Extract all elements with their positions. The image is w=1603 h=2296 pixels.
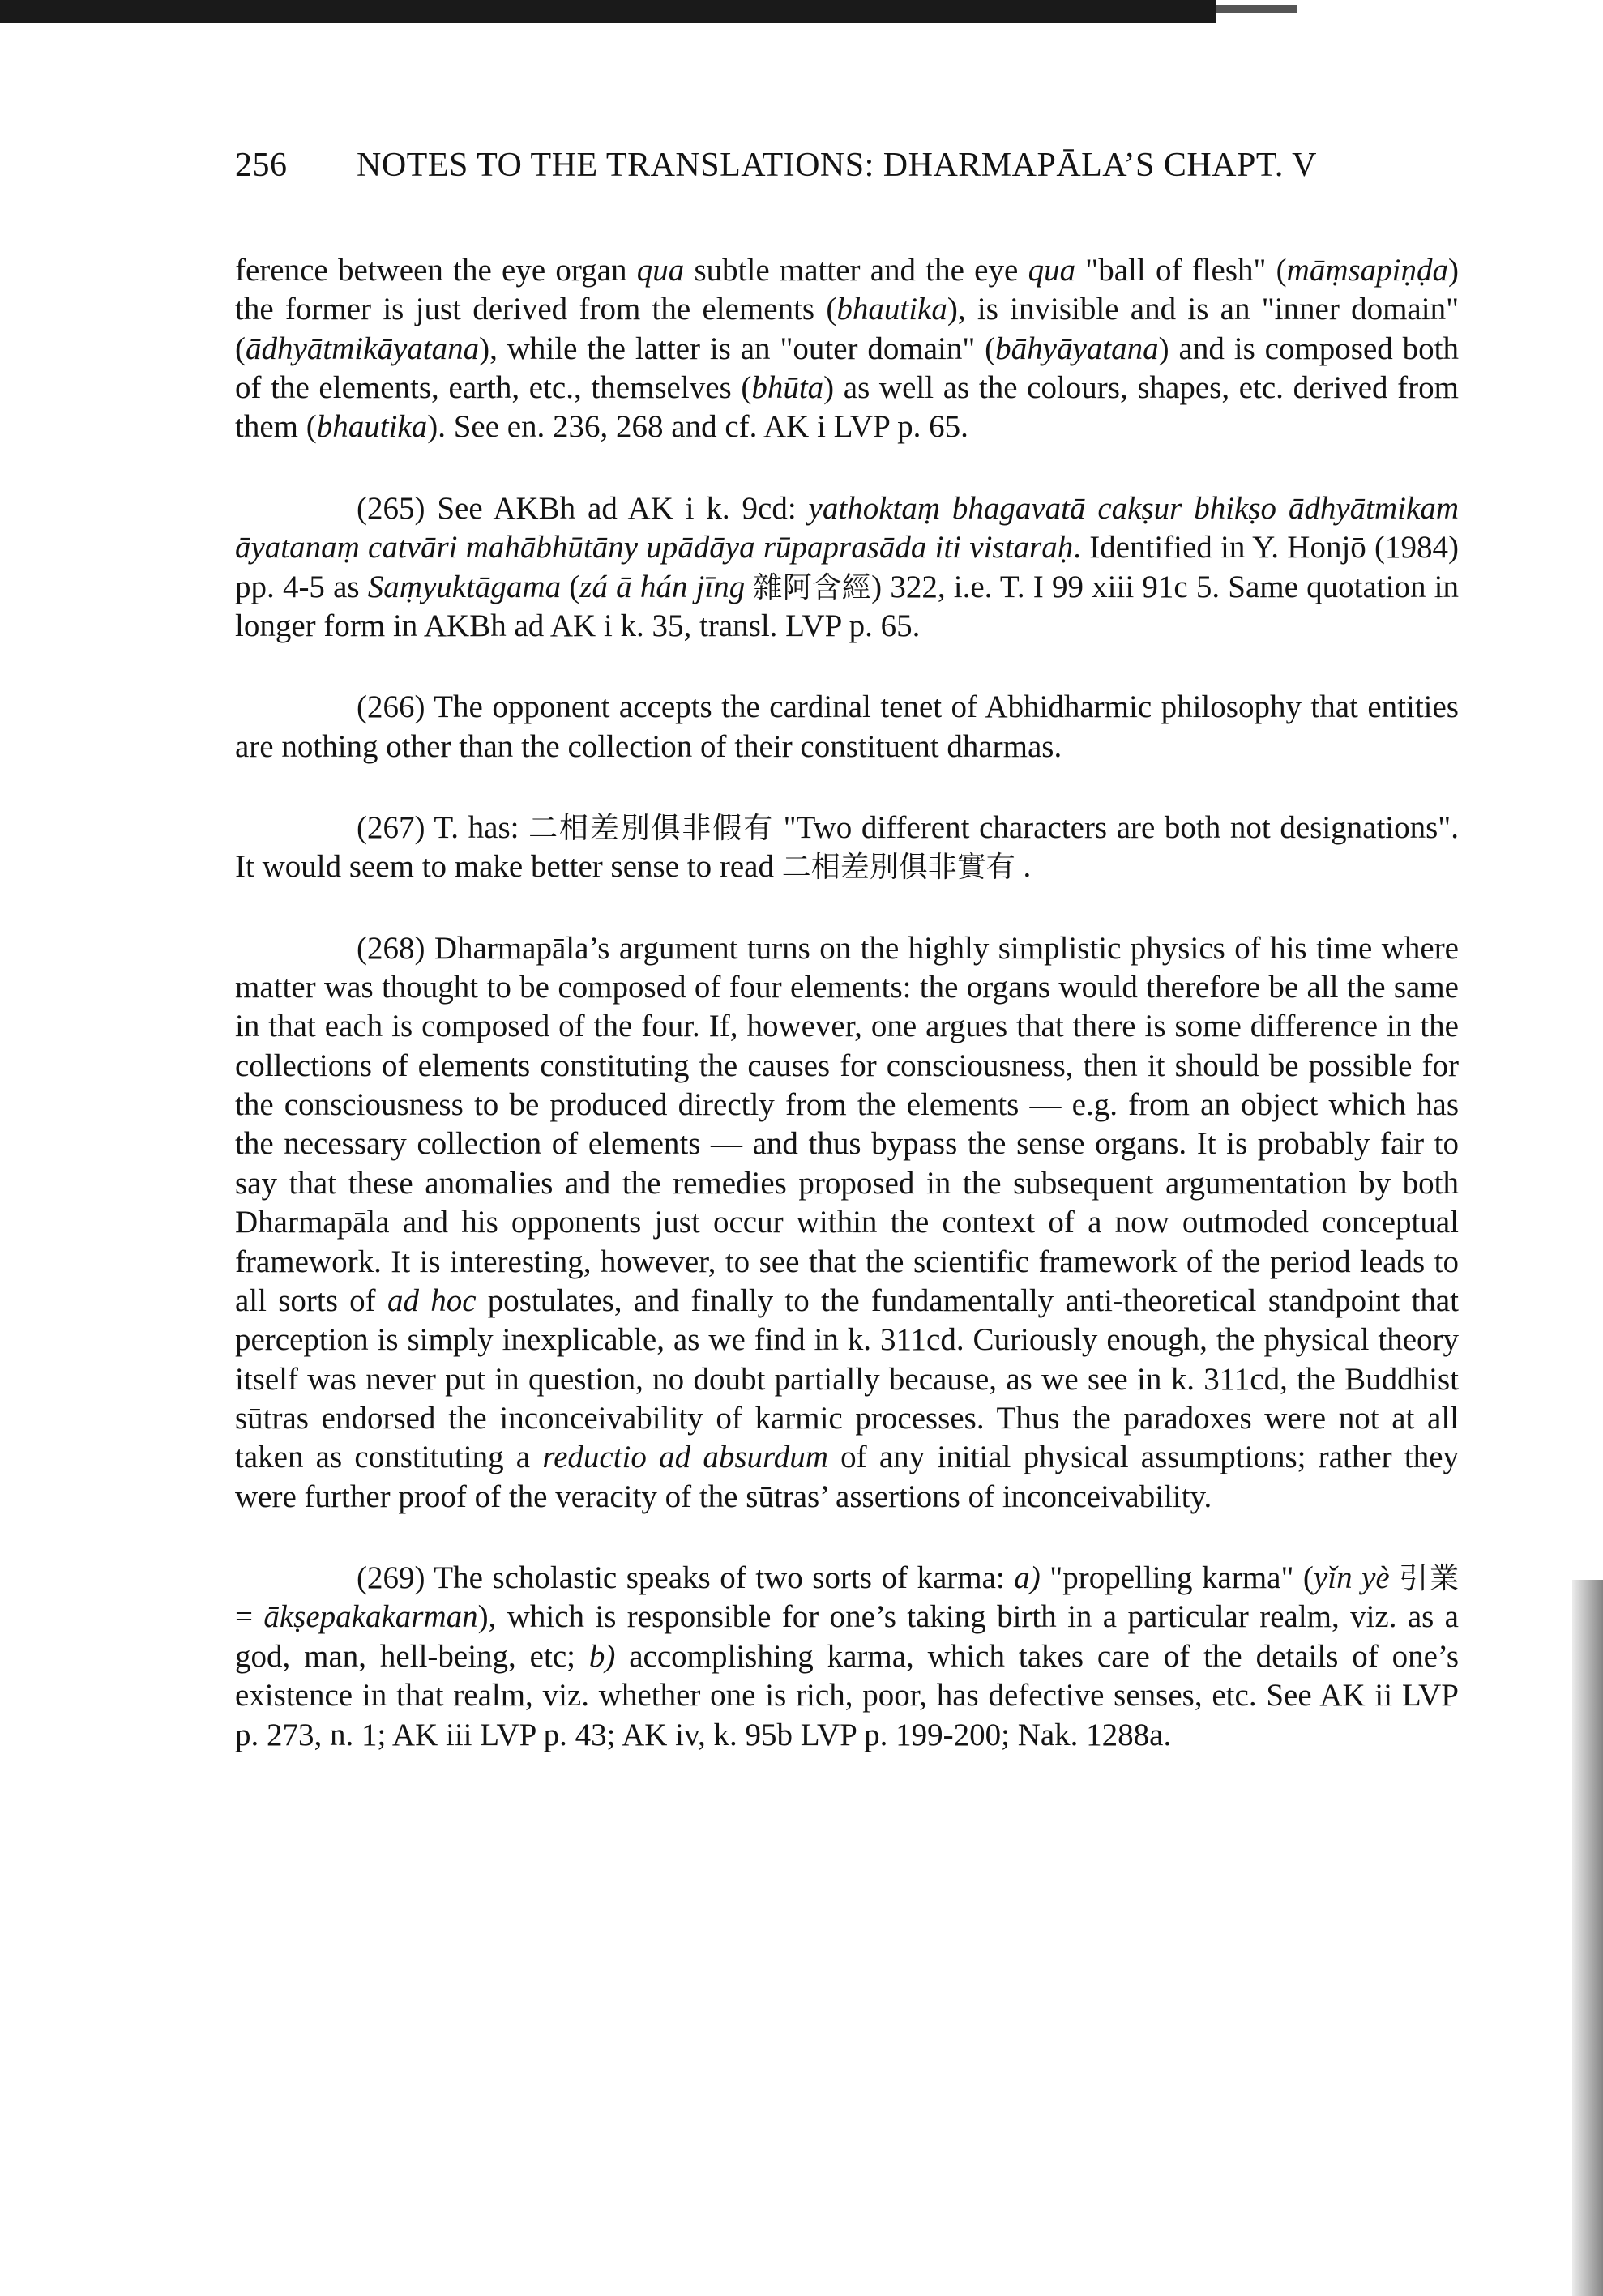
running-head-title: NOTES TO THE TRANSLATIONS: DHARMAPĀLA’S CHAPT. V bbox=[357, 147, 1317, 184]
page-number: 256 bbox=[235, 147, 288, 184]
italic-term: bāhyāyatana bbox=[995, 331, 1159, 366]
chinese-characters: 雜阿含經 bbox=[753, 570, 872, 604]
italic-term: zá ā hán jīng bbox=[579, 569, 746, 604]
chinese-characters: 二相差別俱非實有 bbox=[781, 851, 1015, 885]
text-run: (269) The scholastic speaks of two sorts of karma: bbox=[357, 1560, 1015, 1596]
book-page bbox=[235, 146, 1459, 2252]
text-run: subtle matter and the eye bbox=[684, 253, 1028, 288]
italic-term: a) bbox=[1014, 1560, 1041, 1596]
note-268 bbox=[235, 929, 1459, 1517]
text-run: postulates, and finally to the fundamentally anti-theoretical standpoint that perception is simply inexplicable, as we find in k. 311cd. Curiously enough, the physical theory itself was never put in question, no doubt partially because, as we see in k. 311cd, the Buddhist sūtras endorsed the inconceivability of karmic processes. Thus the paradoxes were not at all taken as constituting a bbox=[235, 1282, 1459, 1475]
text-run: ) 322, i.e. T. I 99 xiii 91c 5. Same quotation in longer form in AKBh ad AK i k. 35, transl. LVP p. 65. bbox=[235, 569, 1459, 643]
italic-term: Saṃyuktāgama bbox=[367, 569, 562, 604]
italic-term: ādhyātmikāyatana bbox=[246, 331, 480, 366]
scan-top-edge bbox=[0, 0, 1216, 23]
italic-term: qua bbox=[1028, 253, 1076, 288]
running-head bbox=[235, 146, 1459, 185]
text-run: "ball of flesh" ( bbox=[1075, 253, 1287, 288]
text-run: ) and is composed both of the elements, earth, etc., themselves ( bbox=[235, 331, 1459, 406]
text-run: ference between the eye organ bbox=[235, 253, 637, 288]
scan-right-edge-shadow bbox=[1572, 1580, 1603, 2296]
text-run: ) the former is just derived from the elements ( bbox=[235, 253, 1459, 327]
note-continuation-264 bbox=[235, 251, 1459, 447]
text-run bbox=[745, 570, 753, 604]
italic-term: yathoktaṃ bhagavatā cakṣur bhikṣo ādhyātmikam āyatanaṃ catvāri mahābhūtāny upādāya rūpaprasāda iti vistaraḥ bbox=[235, 490, 1459, 565]
text-run: (267) T. has: bbox=[357, 809, 529, 845]
text-run: . Identified in Y. Honjō (1984) pp. 4-5 as bbox=[235, 530, 1459, 604]
chinese-characters: 引業 bbox=[1399, 1562, 1460, 1596]
text-run: accomplishing karma, which takes care of the details of one’s existence in that realm, viz. whether one is rich, poor, has defective senses, etc. See AK ii LVP p. 273, n. 1; AK iii LVP p. 43; AK iv, k. 95b LVP p. 199-200; Nak. 1288a. bbox=[235, 1638, 1459, 1752]
italic-term: b) bbox=[588, 1638, 616, 1674]
chinese-characters: 二相差別俱非假有 bbox=[528, 811, 774, 845]
text-run: ), while the latter is an "outer domain" ( bbox=[479, 331, 996, 366]
text-run: . bbox=[1015, 849, 1032, 885]
text-run: "propelling karma" ( bbox=[1040, 1560, 1314, 1596]
note-265 bbox=[235, 489, 1459, 646]
text-run: ( bbox=[561, 569, 580, 604]
text-run: "Two different characters are both not designations". It would seem to make better sense to read bbox=[235, 809, 1459, 885]
text-run: = bbox=[235, 1599, 264, 1635]
text-run: ), is invisible and is an "inner domain" ( bbox=[235, 292, 1459, 366]
text-run: (266) The opponent accepts the cardinal tenet of Abhidharmic philosophy that entities are nothing other than the collection of their constituent dharmas. bbox=[235, 689, 1459, 764]
note-266 bbox=[235, 688, 1459, 766]
text-run: of any initial physical assumptions; rather they were further proof of the veracity of the sūtras’ assertions of inconceivability. bbox=[235, 1440, 1460, 1514]
text-run: ). See en. 236, 268 and cf. AK i LVP p. 65. bbox=[427, 409, 968, 445]
text-run bbox=[1390, 1560, 1400, 1595]
italic-term: bhautika bbox=[316, 409, 428, 445]
italic-term: bhautika bbox=[836, 292, 947, 327]
note-267 bbox=[235, 809, 1459, 887]
italic-term: reductio ad absurdum bbox=[542, 1440, 828, 1475]
text-run: (265) See AKBh ad AK i k. 9cd: bbox=[357, 490, 809, 526]
italic-term: bhūta bbox=[751, 370, 824, 406]
text-run: ), which is responsible for one’s taking birth in a particular realm, viz. as a god, man, hell-being, etc; bbox=[235, 1599, 1459, 1674]
italic-term: ākṣepakakarman bbox=[263, 1599, 478, 1635]
note-269 bbox=[235, 1559, 1459, 1755]
italic-term: qua bbox=[636, 253, 685, 288]
scan-top-edge-thin bbox=[1216, 5, 1297, 13]
italic-term: yǐn yè bbox=[1313, 1560, 1390, 1596]
italic-term: māṃsapiṇḍa bbox=[1286, 253, 1448, 288]
italic-term: ad hoc bbox=[387, 1282, 477, 1318]
text-run: ) as well as the colours, shapes, etc. derived from them ( bbox=[235, 370, 1459, 445]
text-run: (268) Dharmapāla’s argument turns on the highly simplistic physics of his time where matter was thought to be composed of four elements: the organs would therefore be all the same in that each is composed of the four. If, however, one argues that there is some difference in the collections of elements constituting the causes for consciousness, then it should be possible for the consciousness to be produced directly from the elements — e.g. from an object which has the necessary collection of elements — and thus bypass the sense organs. It is probably fair to say that these anomalies and the remedies proposed in the subsequent argumentation by both Dharmapāla and his opponents just occur within the context of a now outmoded conceptual framework. It is interesting, however, to see that the scientific framework of the period leads to all sorts of bbox=[235, 930, 1459, 1318]
